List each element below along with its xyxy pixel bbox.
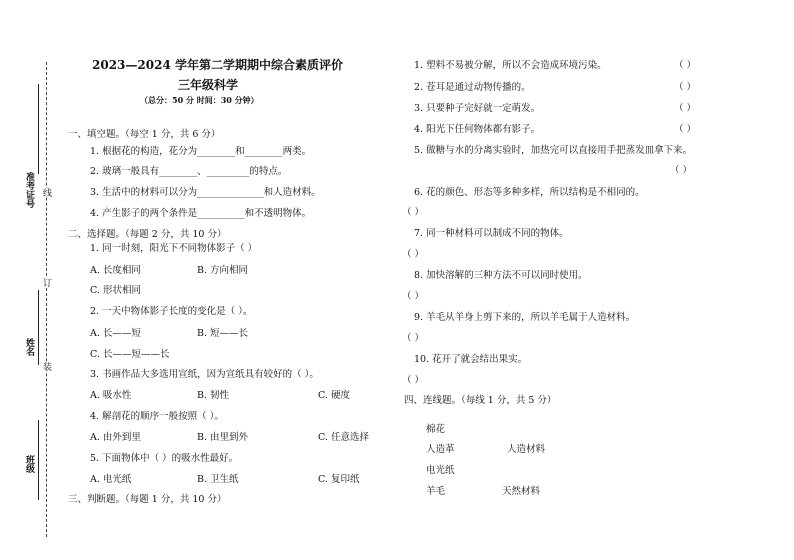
choice-q2-a: A. 长——短 (90, 328, 141, 339)
section-fill-blank: 一、填空题。（每空 1 分，共 6 分） (68, 129, 221, 140)
judge-q9-paren: （ ） (402, 333, 425, 344)
judge-q4: 4. 阳光下任何物体都有影子。 (414, 124, 541, 135)
judge-q1-paren: （ ） (674, 60, 697, 71)
exam-id-underline (38, 84, 39, 174)
judge-q7-paren: （ ） (402, 249, 425, 260)
choice-q5: 5. 下面物体中（ ）的吸水性最好。 (90, 453, 239, 464)
exam-info: （总分：50 分 时间：30 分钟） (140, 95, 259, 105)
match-item-paper: 电光纸 (426, 465, 455, 476)
judge-q3: 3. 只要种子完好就一定萌发。 (414, 103, 541, 114)
choice-q3-b: B. 韧性 (197, 390, 230, 401)
choice-q2-c: C. 长——短——长 (90, 349, 170, 360)
page-title: 2023—2024 学年第二学期期中综合素质评价 (92, 58, 343, 72)
order-label: 订 (41, 278, 51, 287)
judge-q8: 8. 加快溶解的三种方法不可以同时使用。 (414, 270, 588, 281)
choice-q4-c: C. 任意选择 (318, 432, 369, 443)
fill-blank-q1: 1. 根据花的构造，花分为________和________两类。 (90, 146, 312, 157)
fill-blank-q4: 4. 产生影子的两个条件是__________和不透明物体。 (90, 208, 312, 219)
judge-q7: 7. 同一种材料可以制成不同的物体。 (414, 228, 569, 239)
judge-q6-paren: （ ） (402, 207, 425, 218)
judge-q10-paren: （ ） (402, 375, 425, 386)
name-underline (38, 290, 39, 365)
choice-q1: 1. 同一时刻，阳光下不同物体影子（ ） (90, 243, 258, 254)
judge-q2-paren: （ ） (674, 82, 697, 93)
choice-q4-a: A. 由外到里 (90, 432, 141, 443)
judge-q9: 9. 羊毛从羊身上剪下来的，所以羊毛属于人造材料。 (414, 312, 636, 323)
judge-q8-paren: （ ） (402, 291, 425, 302)
bind-label: 装 (41, 362, 51, 371)
fill-blank-q3: 3. 生活中的材料可以分为______________和人造材料。 (90, 187, 321, 198)
line-label: 线 (41, 188, 51, 197)
match-item-leather: 人造革 (426, 444, 455, 455)
choice-q3-a: A. 吸水性 (90, 390, 132, 401)
choice-q1-b: B. 方向相同 (197, 265, 249, 276)
judge-q3-paren: （ ） (674, 103, 697, 114)
judge-q1: 1. 塑料不易被分解，所以不会造成环境污染。 (414, 60, 607, 71)
judge-q6: 6. 花的颜色、形态等多种多样，所以结构是不相同的。 (414, 187, 645, 198)
choice-q3: 3. 书画作品大多选用宣纸，因为宣纸具有较好的（ ）。 (90, 369, 319, 380)
choice-q5-b: B. 卫生纸 (197, 474, 239, 485)
judge-q4-paren: （ ） (674, 124, 697, 135)
class-underline (38, 420, 39, 500)
judge-q5-paren: （ ） (670, 165, 693, 176)
choice-q2: 2. 一天中物体影子长度的变化是（ ）。 (90, 306, 253, 317)
match-category-artificial: 人造材料 (507, 444, 546, 455)
judge-q10: 10. 花开了就会结出果实。 (414, 354, 528, 365)
judge-q5: 5. 做糖与水的分离实验时，加热完可以直接用手把蒸发皿拿下来。 (414, 145, 693, 156)
name-label: 姓名 (24, 338, 34, 356)
match-category-natural: 天然材料 (502, 486, 541, 497)
fill-blank-q2: 2. 玻璃一般具有________、_________的特点。 (90, 166, 288, 177)
section-matching: 四、连线题。（每线 1 分，共 5 分） (404, 395, 557, 406)
page-subtitle: 三年级科学 (178, 78, 239, 92)
match-item-wool: 羊毛 (426, 486, 446, 497)
exam-id-label: 准考证号 (24, 172, 34, 208)
class-label: 班级 (24, 455, 34, 473)
section-judge: 三、判断题。（每题 1 分，共 10 分） (68, 494, 227, 505)
choice-q3-c: C. 硬度 (318, 390, 350, 401)
choice-q1-a: A. 长度相同 (90, 265, 141, 276)
binding-dashed-line (46, 62, 47, 537)
choice-q4-b: B. 由里到外 (197, 432, 249, 443)
section-choice: 二、选择题。（每题 2 分，共 10 分） (68, 229, 227, 240)
judge-q2: 2. 苍耳是通过动物传播的。 (414, 82, 531, 93)
choice-q4: 4. 解剖花的顺序一般按照（ ）。 (90, 411, 224, 422)
choice-q2-b: B. 短——长 (197, 328, 249, 339)
match-item-cotton: 棉花 (426, 424, 446, 435)
choice-q5-c: C. 复印纸 (318, 474, 360, 485)
choice-q1-c: C. 形状相同 (90, 285, 141, 296)
choice-q5-a: A. 电光纸 (90, 474, 132, 485)
